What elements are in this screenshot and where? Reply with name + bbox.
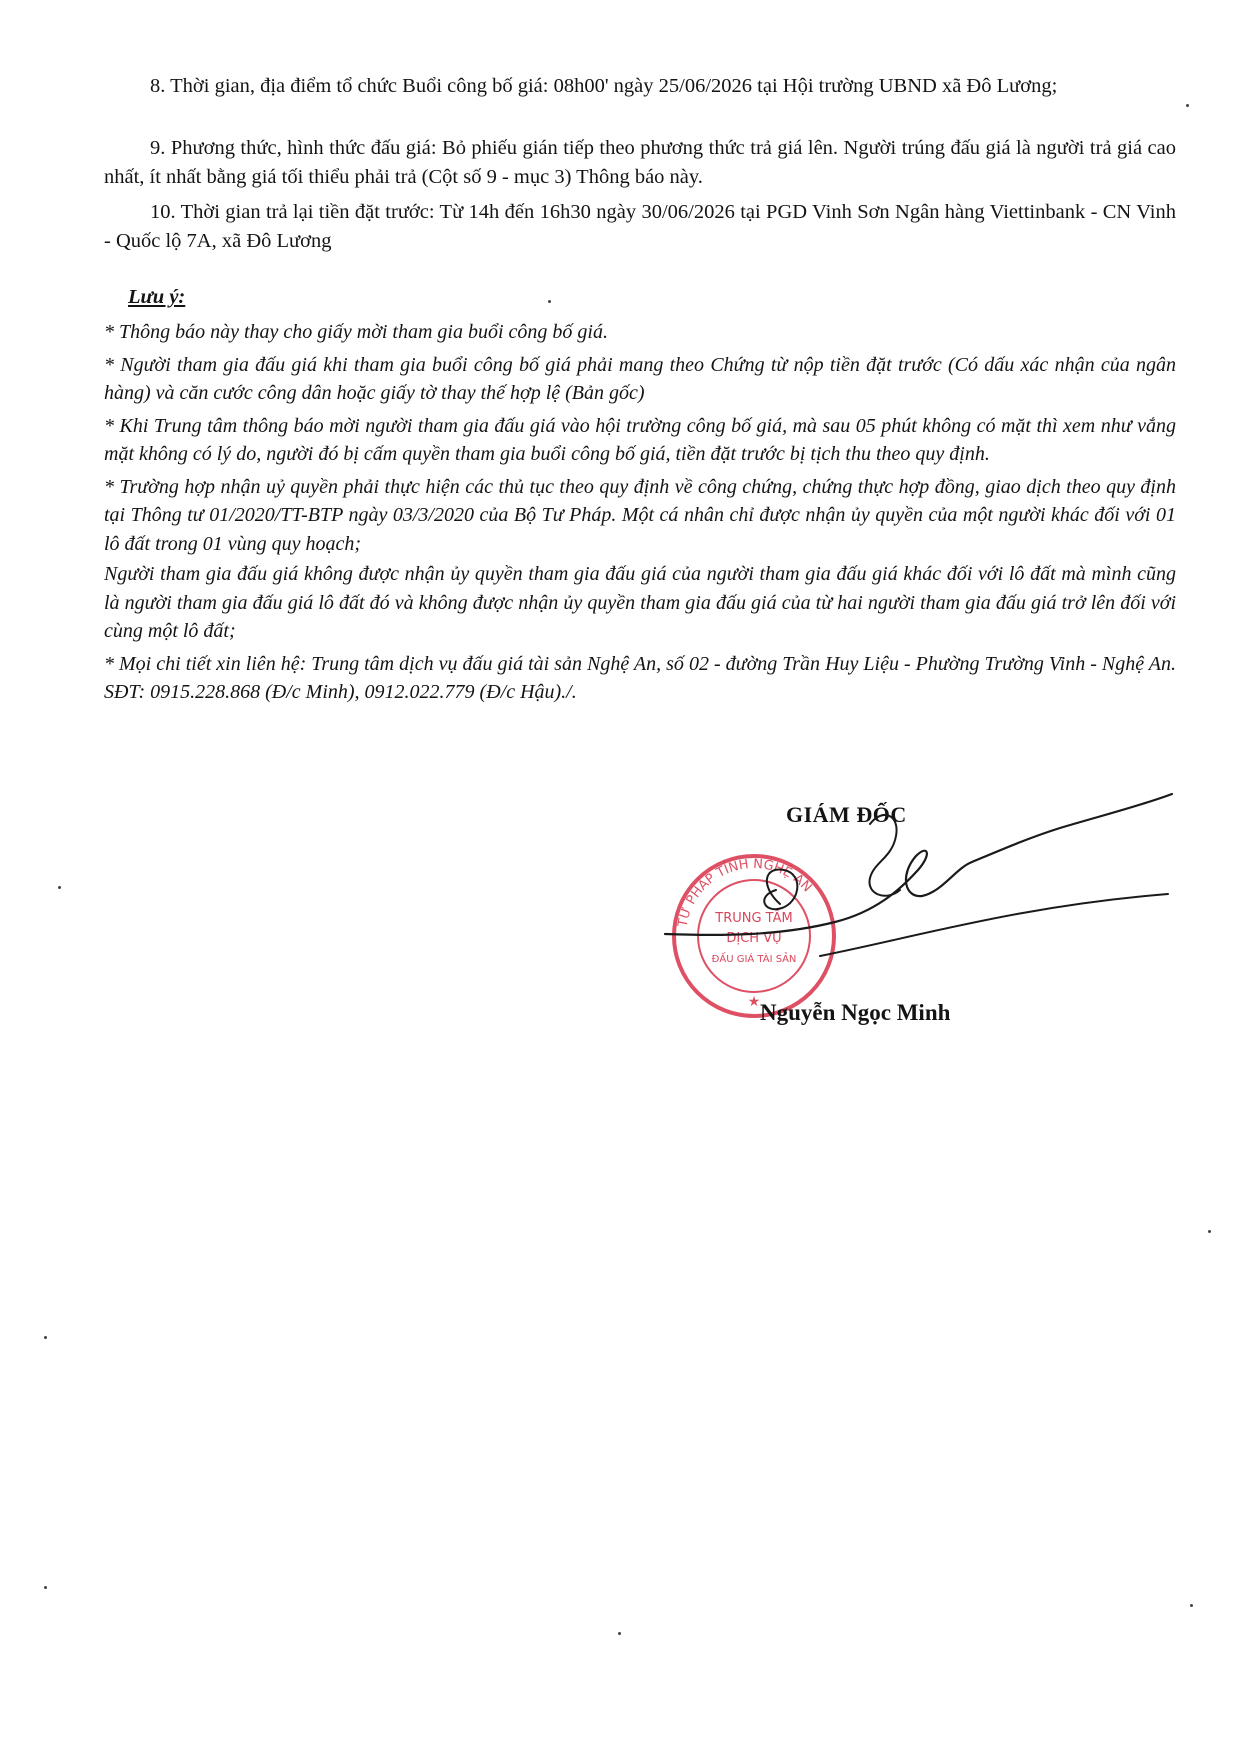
note-item: Người tham gia đấu giá không được nhận ủy quyền tham gia đấu giá của người tham gia đấu giá khác đối với lô đất mà mình cũng là người tham gia đấu giá lô đất đó và không được nhận ủy quyền tham gia đấu giá của từ hai người tham gia đấu giá trở lên đối với cùng một lô đất; (104, 563, 1176, 642)
notes-list (104, 318, 1176, 711)
note-item: * Mọi chi tiết xin liên hệ: Trung tâm dịch vụ đấu giá tài sản Nghệ An, số 02 - đường Trần Huy Liệu - Phường Trường Vinh - Nghệ An. SĐT: 0915.228.868 (Đ/c Minh), 0912.022.779 (Đ/c Hậu)./. (104, 652, 1176, 703)
scan-speck (58, 886, 61, 889)
signature-title: GIÁM ĐỐC (786, 802, 907, 827)
seal-ring-text: TƯ PHÁP TỈNH NGHỆ AN (675, 856, 815, 929)
scan-speck (44, 1586, 47, 1589)
item-8: 8. Thời gian, địa điểm tổ chức Buổi công bố giá: 08h00' ngày 25/06/2026 tại Hội trường UBND xã Đô Lương; (150, 75, 1058, 97)
item-9: 9. Phương thức, hình thức đấu giá: Bỏ phiếu gián tiếp theo phương thức trả giá lên. Người trúng đấu giá là người trả giá cao nhất, ít nhất bằng giá tối thiểu phải trả (Cột số 9 - mục 3) Thông báo này. (104, 137, 1176, 188)
scan-speck (44, 1336, 47, 1339)
svg-text:★: ★ (747, 995, 761, 1010)
signer-name: Nguyễn Ngọc Minh (760, 1000, 951, 1025)
note-heading: Lưu ý: (128, 286, 186, 308)
scan-speck (548, 300, 551, 303)
scan-speck (1186, 104, 1189, 107)
item-10: 10. Thời gian trả lại tiền đặt trước: Từ 14h đến 16h30 ngày 30/06/2026 tại PGD Vinh Sơn Ngân hàng Viettinbank - CN Vinh - Quốc lộ 7A, xã Đô Lương (104, 201, 1176, 252)
seal-line-3: ĐẤU GIÁ TÀI SẢN (711, 954, 797, 965)
handwritten-signature (660, 786, 1180, 986)
note-item: * Người tham gia đấu giá khi tham gia buổi công bố giá phải mang theo Chứng từ nộp tiền đặt trước (Có dấu xác nhận của ngân hàng) và căn cước công dân hoặc giấy tờ thay thế hợp lệ (Bản gốc) (104, 353, 1176, 404)
scan-speck (1208, 1230, 1211, 1233)
note-item: * Trường hợp nhận uỷ quyền phải thực hiện các thủ tục theo quy định về công chứng, chứng thực hợp đồng, giao dịch theo quy định tại Thông tư 01/2020/TT-BTP ngày 03/3/2020 của Bộ Tư Pháp. Một cá nhân chỉ được nhận ủy quyền của một người khác đối với 01 lô đất trong 01 vùng quy hoạch; (104, 475, 1176, 555)
scan-speck (618, 1632, 621, 1635)
seal-line-1: TRUNG TÂM (715, 911, 793, 926)
seal-line-2: DỊCH VỤ (726, 931, 782, 946)
note-item: * Khi Trung tâm thông báo mời người tham gia đấu giá vào hội trường công bố giá, mà sau 05 phút không có mặt thì xem như vắng mặt không có lý do, người đó bị cấm quyền tham gia buổi công bố giá, tiền đặt trước bị tịch thu theo quy định. (104, 414, 1176, 465)
scan-speck (1190, 1604, 1193, 1607)
note-item: * Thông báo này thay cho giấy mời tham gia buổi công bố giá. (104, 321, 608, 343)
